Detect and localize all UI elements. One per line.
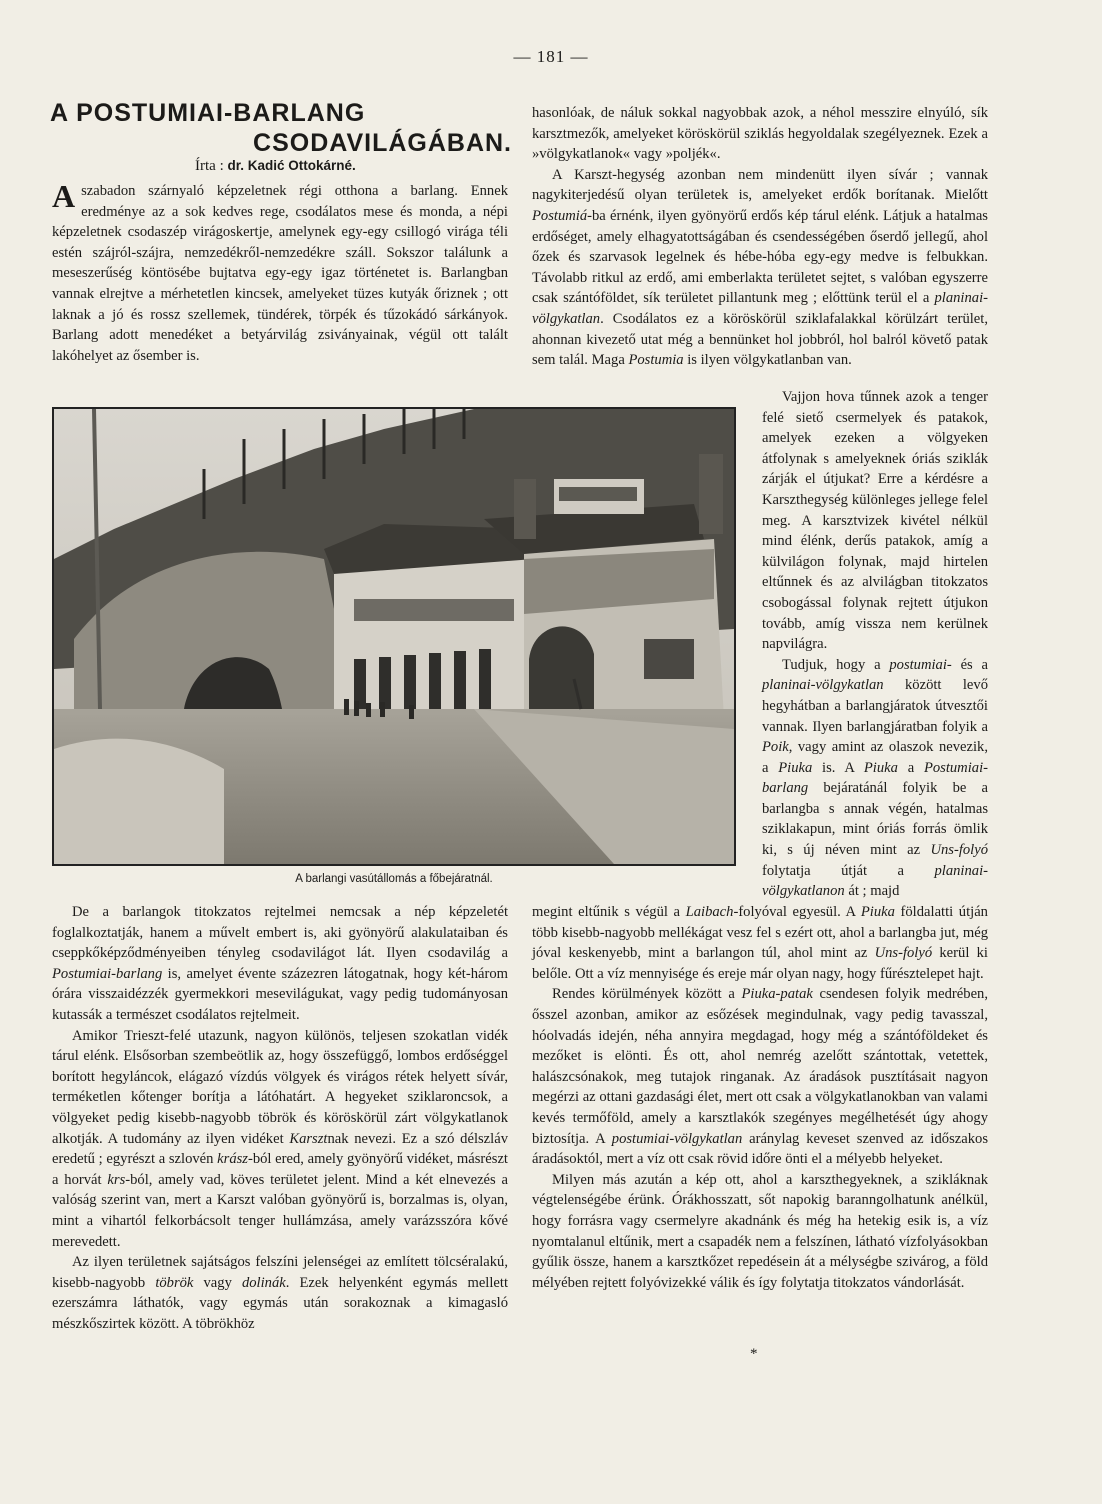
end-mark: * xyxy=(750,1346,758,1362)
article-title xyxy=(50,98,520,158)
text-run: Amikor Trieszt-felé utazunk, nagyon különös, teljesen szokatlan vidék tárul elénk. Elsősorban szembeötlik az, hogy összefüggő, lombos erdőséggel borított hegyláncok, elágazó vízdús völgyek és virágos rétek helyett sívár, terméketlen kőtenger borítja a látóhatárt. A hegyeket sziklaroncsok, a völgyeket pedig kisebb-nagyobb töbrök és köröskörül zárt völgykatlanok alkotják. A tudomány az ilyen vidéket xyxy=(52,1027,508,1147)
right-column-top xyxy=(532,103,988,371)
paragraph xyxy=(532,902,988,984)
text-run: Az ilyen területnek sajátságos felszíni jelenségei az említett tölcséralakú, kisebb-nagyobb xyxy=(52,1254,508,1291)
paragraph xyxy=(52,1026,508,1253)
text-run: -ból ered, amely gyönyörű vidéket, másrészt a horvát xyxy=(52,1151,508,1188)
italic-run: Poik xyxy=(762,739,789,756)
italic-run: planinai-völgykatlan xyxy=(762,677,884,694)
cave-station-photo xyxy=(52,407,736,866)
italic-run: Postumiá xyxy=(532,207,588,224)
text-run: is. A xyxy=(812,759,864,776)
paragraph xyxy=(532,1170,988,1294)
italic-run: Postumiai-barlang xyxy=(52,965,163,982)
italic-run: Piuka xyxy=(863,759,898,776)
dropcap: A xyxy=(52,178,76,214)
text-run: nak nevezi. Ez a szó délszláv eredetű ; egyrészt a szlovén xyxy=(52,1130,508,1168)
text-run: A Karszt-hegység azonban nem mindenütt ilyen sívár ; vannak nagykiterjedésű olyan területek is, amelyeket erdők borítanak. Mielőtt xyxy=(532,166,988,204)
italic-run: Piuka-patak xyxy=(741,986,813,1003)
text-run: - és a xyxy=(946,656,989,673)
italic-run: krs xyxy=(107,1171,126,1188)
text-run: Milyen más azután a kép ott, ahol a karszthegyeknek, a szikláknak végtelenségébe érünk. Órákhosszatt, sőt napokig baranngolhatunk anélkül, hogy forrásra vagy csermelyre akadnánk és még ha hetekig esik is, a víz nyomtalanul eltűnik, mert a csapadék nem a felszínen, látható vízfolyásokban gyűlik össze, hanem a karsztkőzet repedésein át a mélységbe szivárog, a föld mélyében rejtett folyóvizekké válik és így folytatja titokzatos vándorlását. xyxy=(532,1171,988,1291)
italic-run: Postumia xyxy=(628,352,684,369)
italic-run: töbrök xyxy=(155,1274,194,1291)
text-run: aránylag keveset szenved az időszakos áradásoktól, mert a víz ott csak rövid időre önti el a mélyebb helyeket. xyxy=(532,1130,988,1168)
italic-run: postumiai xyxy=(889,656,947,673)
text-run: csendesen folyik medrében, ősszel azonban, amikor az esőzések megindulnak, vagy pedig tavasszal, hóolvadás idején, néha annyira megdagad, hogy még a szántóföldeket és mezőket is elönti. És ott, ahol nemrég azelőtt szántottak, vetettek, halászcsónakok, meg tutajok ringanak. Az áradások pusztításait nagyon megérzi az ottani gazdasági élet, mert ott csak a völgykatlanokban van valami kevés termőföld, amely a karsztlakók szegényes megélhetését úgy ahogy biztosítja. A xyxy=(532,986,988,1147)
italic-run: Laibach xyxy=(685,904,734,920)
text-run: De a barlangok titokzatos rejtelmei nemcsak a nép képzeletét foglalkoztatják, hanem a művelt embert is, aki gyönyörű alakulataiban és cseppkőképződményeiben tényleg csodavilágot lát. Ilyen csodavilág a xyxy=(52,904,508,962)
byline xyxy=(195,158,525,175)
byline-prefix: Írta : xyxy=(195,158,224,174)
photo-illustration xyxy=(54,409,734,864)
intro-text: szabadon szárnyaló képzeletnek régi otthona a barlang. Ennek eredménye az a sok kedves rege, csodálatos mese és monda, a népi képzeletnek csodaszép virágoskertje, amelynek egy-egy csillogó virága téli estén szájról-szájra, nemzedékről-nemzedékre száll. Sokszor találunk a meseszerűség köntösébe bujtatva egy-egy igaz történetet is. Barlangban vannak elrejtve a mérhetetlen kincsek, amelyeket tüzes kutyák őriznek ; ott laknak a jó és rossz szellemek, tündérek, törpék és tűzokádó sárkányok. Barlang adott menedéket a betyárvilág zsiványainak, végül ott talált lakóhelyet az ősember is. xyxy=(52,183,508,364)
paragraph xyxy=(52,902,508,1026)
text-run: Tudjuk, hogy a xyxy=(782,656,890,673)
text-run: megint eltűnik s végül a xyxy=(532,904,686,920)
text-run: . Ezek helyenként egymás mellett ezerszámra láthatók, vagy egymás után sorakoznak a kimagasló mészkőszirtek között. A töbrökhöz xyxy=(52,1274,508,1332)
italic-run: postumiai-völgykatlan xyxy=(611,1130,743,1147)
right-column-bottom xyxy=(532,902,988,1293)
italic-run: Postumiai-barlang xyxy=(762,759,988,797)
text-run: hasonlóak, de náluk sokkal nagyobbak azok, a néhol messzire elnyúló, sík karsztmezők, amelyeket köröskörül sziklás hegyoldalak szegélyeznek. Ezek a »völgykatlanok« vagy »poljék«. xyxy=(532,105,988,163)
paragraph xyxy=(532,984,988,1169)
title-line-1: A POSTUMIAI-BARLANG xyxy=(50,99,366,127)
page-number: — 181 — xyxy=(513,47,589,66)
author-name: dr. Kadić Ottokárné. xyxy=(227,158,356,173)
italic-run: krász xyxy=(217,1151,248,1168)
paragraph xyxy=(52,1252,508,1334)
text-run: Vajjon hova tűnnek azok a tenger felé siető csermelyek és patakok, amelyek ezeken a völgyeken átfolynak s amelyeknek óriás sziklák zárják el útjukat? Erre a kérdésre a Karszthegység különleges jellege felel meg. A karsztvizek kivétel nélkül mind élénk, derűs patakok, amíg a külvilágon folynak, majd hirtelen eltűnnek és az alvilágban titokzatos csobogással folynak rejtett útjukon tovább, amíg vissza nem kerülnek napvilágra. xyxy=(762,389,988,653)
italic-run: planinai-völgykatlan xyxy=(532,290,988,327)
text-run: -folyóval egyesül. A xyxy=(733,904,861,920)
italic-run: Piuka xyxy=(778,759,813,776)
paragraph xyxy=(762,387,988,655)
text-run: Rendes körülmények között a xyxy=(552,986,742,1003)
text-run: -ból, amely vad, köves területet jelent. Mind a két elnevezés a valóság szerint van, mert a Karszt valóban gyönyörű is, borzalmas is, olyan, mint a vihartól felkorbácsolt tenger hullámzása, amely varázsszóra kővé merevedett. xyxy=(52,1171,509,1250)
paragraph xyxy=(532,165,988,371)
italic-run: planinai-völgykatlanon xyxy=(762,862,988,900)
right-column-narrow xyxy=(762,387,988,902)
text-run: is, amelyet évente százezren látogatnak, hogy két-három órára visszaidézzék gyermekkori mesevilágukat, vagy pedig tudományosan kutassák a természet csodálatos rejtelmeit. xyxy=(52,965,508,1023)
photo-caption: A barlangi vasútállomás a főbejáratnál. xyxy=(295,873,493,885)
text-run: földalatti útján több kisebb-nagyobb mellékágat vesz fel s ezért ott, ahol a barlangba jut, még jóval keskenyebb, mint a barlangon túl, ahol mint az xyxy=(532,904,988,962)
text-run: át ; majd xyxy=(844,883,900,900)
text-run: kerül ki belőle. Ott a víz mennyisége és ereje már olyan nagy, hogy fűrésztelepet hajt. xyxy=(532,945,988,982)
paragraph xyxy=(532,103,988,165)
paragraph xyxy=(762,655,988,902)
text-run: bejáratánál folyik be a barlangba s annak végén, hatalmas sziklakapun, mint óriás forrás ömlik ki, s új néven mint az xyxy=(762,780,988,859)
text-run: folytatja útját a xyxy=(762,862,935,879)
italic-run: Piuka xyxy=(860,904,895,920)
italic-run: dolinák xyxy=(241,1274,286,1291)
text-run: vagy xyxy=(193,1274,242,1291)
text-run: , vagy amint az olaszok nevezik, a xyxy=(762,739,988,776)
italic-run: Uns-folyó xyxy=(874,945,933,962)
left-column-bottom xyxy=(52,902,508,1334)
intro-paragraph xyxy=(52,178,508,366)
italic-run: Uns-folyó xyxy=(930,842,988,859)
title-line-2: CSODAVILÁGÁBAN. xyxy=(253,129,512,157)
italic-run: Karszt xyxy=(289,1130,328,1147)
text-run: között levő hegyhátban a barlangjáratok útvesztői vannak. Ilyen barlangjáratban folyik a xyxy=(762,677,988,735)
text-run: -ba érnénk, ilyen gyönyörű erdős kép tárul elénk. Látjuk a hatalmas erdőséget, amely elhagyatottságában és csendességében őserdő jellegű, ahol őzek és szarvasok legelnek és hébe-hóba egy-egy medve is felbukkan. Távolabb ritkul az erdő, ami emberlakta területet sejtet, s valóban egyszerre csak szántóföldet, sík területet pillantunk meg ; előttünk terül el a xyxy=(532,207,988,307)
text-run: . Csodálatos ez a köröskörül sziklafalakkal körülzárt terület, ahonnan kivezető utat még a bennünket hol jobbról, hol balról követő patak sem talál. Maga xyxy=(532,310,988,369)
text-run: a xyxy=(897,759,924,776)
text-run: is ilyen völgykatlanban van. xyxy=(683,352,852,369)
